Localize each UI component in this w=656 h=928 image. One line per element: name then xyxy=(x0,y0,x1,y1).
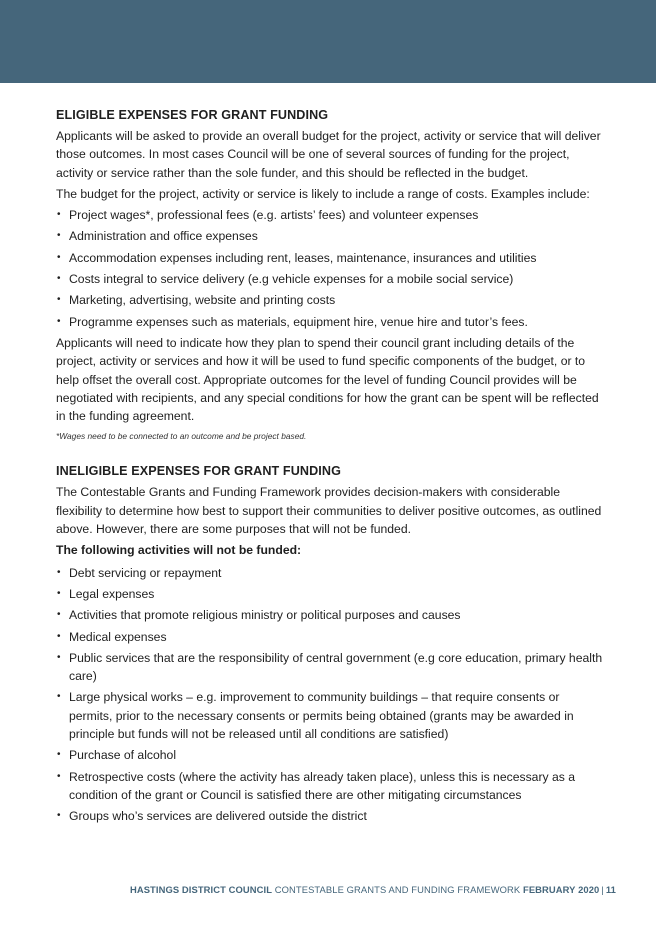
ineligible-lead: The following activities will not be funded: xyxy=(56,543,302,558)
footer-divider: | xyxy=(601,884,604,895)
bullet-icon: • xyxy=(57,749,61,761)
bullet-icon: • xyxy=(57,587,61,599)
bullet-icon: • xyxy=(57,251,61,263)
bullet-icon: • xyxy=(57,315,61,327)
list-item: • Accommodation expenses including rent, leases, maintenance, insurances and utilities xyxy=(56,249,604,267)
eligible-examples-intro: The budget for the project, activity or service is likely to include a range of costs. Examples include: xyxy=(56,186,590,201)
list-item: • Project wages*, professional fees (e.g. artists’ fees) and volunteer expenses xyxy=(56,206,604,224)
footer-date: FEBRUARY 2020 xyxy=(523,884,600,895)
list-item: • Marketing, advertising, website and printing costs xyxy=(56,291,604,309)
ineligible-heading: INELIGIBLE EXPENSES FOR GRANT FUNDING xyxy=(56,464,341,479)
bullet-icon: • xyxy=(57,273,61,285)
bullet-icon: • xyxy=(57,770,61,782)
page-footer xyxy=(130,884,616,896)
list-item: • Medical expenses xyxy=(56,628,604,646)
list-item: • Groups who’s services are delivered outside the district xyxy=(56,807,604,825)
list-item: • Programme expenses such as materials, equipment hire, venue hire and tutor’s fees. xyxy=(56,313,604,331)
list-item: • Public services that are the responsibility of central government (e.g core education, primary health care) xyxy=(57,650,603,684)
header-band xyxy=(0,0,656,83)
bullet-icon: • xyxy=(57,230,61,242)
page-number: 11 xyxy=(605,884,616,895)
list-item: • Administration and office expenses xyxy=(56,227,604,245)
bullet-icon: • xyxy=(57,651,61,663)
eligible-closing: Applicants will need to indicate how they plan to spend their council grant including details of the project, activity or services and how it will be used to fund specific components of the budget, or to help offset the overall cost. Appropriate outcomes for the level of funding Council provides will be negotiated with recipients, and any special conditions for how the grant can be spent will be reflected in the funding agreement. xyxy=(56,335,599,424)
eligible-list xyxy=(56,206,604,331)
eligible-heading: ELIGIBLE EXPENSES FOR GRANT FUNDING xyxy=(56,108,329,122)
footer-doc-title: CONTESTABLE GRANTS AND FUNDING FRAMEWORK xyxy=(274,884,521,895)
footer-org: HASTINGS DISTRICT COUNCIL xyxy=(129,884,273,895)
page-content xyxy=(56,106,604,829)
list-item: • Activities that promote religious ministry or political purposes and causes xyxy=(56,606,604,624)
bullet-icon: • xyxy=(57,566,61,578)
bullet-icon: • xyxy=(57,609,61,621)
bullet-icon: • xyxy=(57,630,61,642)
bullet-icon: • xyxy=(57,691,61,703)
list-item: • Legal expenses xyxy=(56,585,604,603)
bullet-icon: • xyxy=(57,294,61,306)
bullet-icon: • xyxy=(57,209,61,221)
bullet-icon: • xyxy=(57,810,61,822)
list-item: • Large physical works – e.g. improvement to community buildings – that require consents or permits, prior to the necessary consents or permits being obtained (grants may be awarded in principle but funds will not be released until all conditions are satisfied) xyxy=(57,690,574,742)
wages-footnote: *Wages need to be connected to an outcome and be project based. xyxy=(56,431,307,442)
list-item: • Retrospective costs (where the activity has already taken place), unless this is necessary as a condition of the grant or Council is satisfied there are other mitigating circumstances xyxy=(57,769,576,802)
list-item: • Debt servicing or repayment xyxy=(56,564,604,582)
list-item: • Purchase of alcohol xyxy=(56,746,604,764)
eligible-intro: Applicants will be asked to provide an overall budget for the project, activity or service that will deliver those outcomes. In most cases Council will be one of several sources of funding for the project, activity or service rather than the sole funder, and this should be reflected in the budget. xyxy=(56,129,601,180)
list-item: • Costs integral to service delivery (e.g vehicle expenses for a mobile social service) xyxy=(56,270,604,288)
ineligible-intro: The Contestable Grants and Funding Framework provides decision-makers with considerable flexibility to determine how best to support their communities to deliver positive outcomes, as outlined above. However, there are some purposes that will not be funded. xyxy=(56,485,602,537)
ineligible-list xyxy=(56,564,604,826)
